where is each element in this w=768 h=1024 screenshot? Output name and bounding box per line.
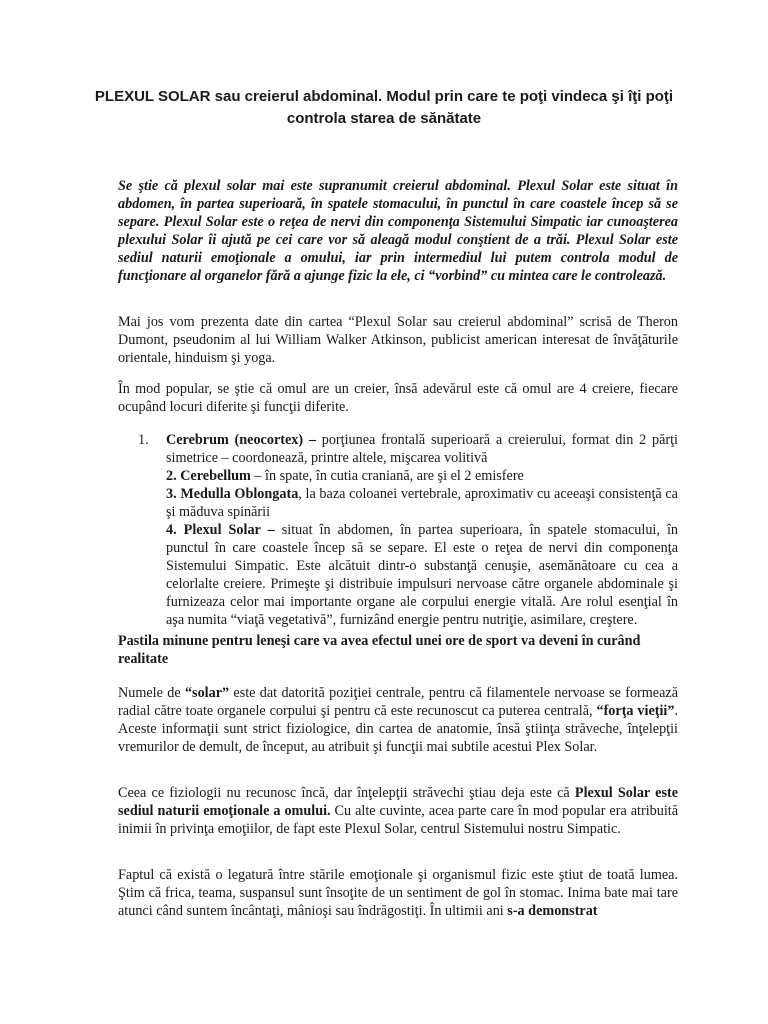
list-item-body xyxy=(166,431,678,629)
list-entry-cerebellum xyxy=(166,467,678,485)
entry-term: Cerebrum (neocortex) – xyxy=(166,432,316,448)
entry-text: porţiunea frontală superioară a creierului, format din 2 părţi simetrice – coordonează, printre altele, mişcarea volitivă xyxy=(166,432,678,466)
text-run: Numele de xyxy=(118,685,185,701)
text-run: Ceea ce fiziologii nu recunosc încă, dar înţelepţii străvechi ştiau deja este că xyxy=(118,785,575,801)
list-item xyxy=(138,431,678,629)
list-entry-medulla xyxy=(166,485,678,521)
entry-term: 3. Medulla Oblongata xyxy=(166,486,299,502)
text-run: Faptul că există o legatură între stările emoţionale şi organismul fizic este ştiut de toată lumea. Ştim că frica, teama, suspansul sunt însoţite de un sentiment de gol în stomac. Inima bate mai tare atunci când suntem încântaţi, mânioşi sau îndrăgostiţi. În ultimii ani xyxy=(118,867,678,919)
emphasis-text: “solar” xyxy=(184,685,230,701)
brains-list xyxy=(138,431,678,629)
paragraph-four-brains: În mod popular, se ştie că omul are un creier, însă adevărul este că omul are 4 creiere, fiecare ocupând locuri diferite şi funcţii diferite. xyxy=(118,381,678,415)
paragraph-solar-name xyxy=(118,684,678,756)
paragraph-emotional-seat xyxy=(118,784,678,838)
list-number: 1. xyxy=(138,432,149,448)
emphasis-text: Plexul Solar este sediul naturii emoţionale a omului. xyxy=(118,785,678,819)
intro-paragraph: Se ştie că plexul solar mai este supranumit creierul abdominal. Plexul Solar este situat în abdomen, în partea superioară, în spatele stomacului, în punctul în care coastele încep să se separe. Plexul Solar este o reţea de nervi din componenţa Sistemului Simpatic iar cunoaşterea plexului Solar îi ajută pe cei care vor să aleagă modul conştient de a trăi. Plexul Solar este sediul naturii emoţionale a omului, iar prin intermediul lui putem controla modul de funcţionare al organelor fără a ajunge fizic la ele, ci “vorbind” cu mintea care le controlează. xyxy=(118,178,678,284)
text-run: . Aceste informaţii sunt strict fiziologice, din cartea de anatomie, însă ştiinţa străveche, înţelepţii vremurilor de demult, de început, au atribuit şi funcţii mai subtile acestui Plex Solar. xyxy=(118,703,678,755)
entry-term: 2. Cerebellum xyxy=(166,468,251,484)
article-title: PLEXUL SOLAR sau creierul abdominal. Modul prin care te poţi vindeca şi îţi poţi controla starea de sănătate xyxy=(94,88,674,127)
emphasis-text: “forţa vieţii” xyxy=(596,703,675,719)
entry-text: , la baza coloanei vertebrale, aproximativ cu aceeaşi consistenţă ca şi măduva spinării xyxy=(166,486,678,520)
entry-text: situat în abdomen, în partea superioara, în spatele stomacului, în punctul în care coastele încep să se separe. El este o reţea de nervi din componenţa Sistemului Simpatic. Este alcătuit dintr-o substanţă cenuşie, asemănătoare cu cea a celorlalte creiere. Primeşte şi distribuie impulsuri nervoase către organele abdominale şi furnizeaza celor mai importante organe ale corpului energie vitală. Are rolul esenţial în aşa numita “viaţă vegetativă”, furnizând energie pentru nutriţie, asimilare, creştere. xyxy=(166,522,678,628)
entry-text: – în spate, în cutia craniană, are şi el 2 emisfere xyxy=(250,468,524,484)
promo-heading-link[interactable]: Pastila minune pentru leneşi care va avea efectul unei ore de sport va deveni în curând realitate xyxy=(118,633,641,667)
list-entry-cerebrum xyxy=(166,431,678,467)
paragraph-emotions-body xyxy=(118,866,678,920)
paragraph-source-book: Mai jos vom prezenta date din cartea “Plexul Solar sau creierul abdominal” scrisă de Theron Dumont, pseudonim al lui William Walker Atkinson, publicist american interesat de învăţăturile orientale, hinduism şi yoga. xyxy=(118,314,678,366)
emphasis-text: s-a demonstrat xyxy=(507,903,598,919)
list-entry-plexus xyxy=(166,521,678,629)
entry-term: 4. Plexul Solar – xyxy=(166,522,275,538)
text-run: Cu alte cuvinte, acea parte care în mod popular era atribuită inimii în privinţa emoţiilor, de fapt este Plexul Solar, centrul Sistemului nostru Simpatic. xyxy=(118,803,679,837)
text-run: este dat datorită poziţiei centrale, pentru că filamentele nervoase se formează radial către toate organele corpului şi pentru că este recunoscut ca puterea centrală, xyxy=(118,685,678,719)
